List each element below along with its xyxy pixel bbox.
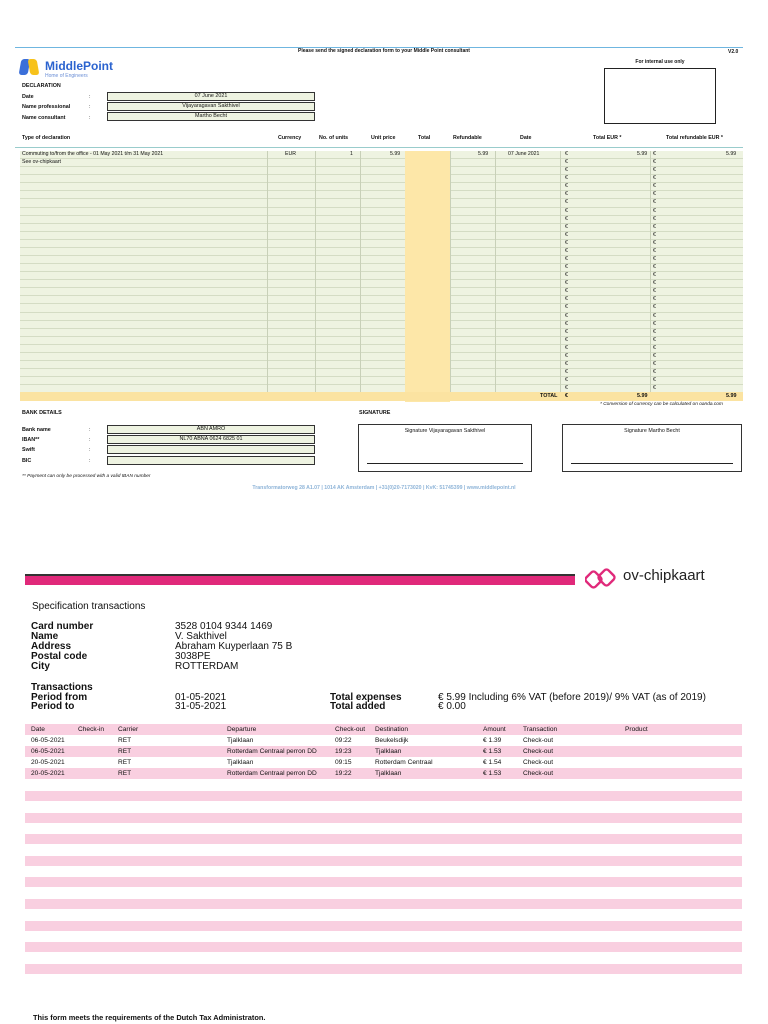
declaration-row[interactable] [20, 377, 743, 385]
transactions-label: Transactions [31, 682, 93, 693]
declaration-row[interactable] [20, 288, 743, 296]
tx-destination: Beukelsdijk [375, 737, 409, 744]
tax-note: This form meets the requirements of the Dutch Tax Administraton. [33, 1013, 266, 1022]
tx-transaction: Check-out [523, 737, 554, 744]
conversion-note: * Conversion of currency can be calculated on oanda.com [600, 402, 723, 407]
total-expenses-value: € 5.99 Including 6% VAT (before 2019)/ 9% VAT (as of 2019) [438, 692, 706, 703]
bic-label: BIC [22, 458, 32, 464]
col-date: Date [520, 135, 532, 141]
declaration-row[interactable] [20, 280, 743, 288]
row-euro-symbol: € [653, 175, 656, 182]
tx-date: 06-05-2021 [31, 748, 65, 755]
row-euro-symbol: € [565, 377, 568, 384]
col-total-eur: Total EUR * [593, 135, 622, 141]
row-euro-symbol: € [653, 280, 656, 287]
bank-name-label: Bank name [22, 427, 51, 433]
empty-transaction-row [25, 856, 742, 866]
declaration-heading: DECLARATION [22, 83, 61, 89]
declaration-table [20, 151, 743, 393]
declaration-row[interactable] [20, 264, 743, 272]
field-colon: : [89, 458, 91, 464]
card-info-labels [31, 622, 93, 672]
row-euro-symbol: € [653, 215, 656, 222]
row-euro-symbol: € [565, 223, 568, 230]
declaration-row[interactable] [20, 304, 743, 312]
row-euro-symbol: € [565, 264, 568, 271]
field-consultant-value[interactable]: Martho Becht [107, 112, 315, 121]
iban-label: IBAN** [22, 437, 40, 443]
total-column-highlight [405, 151, 450, 402]
column-separator [267, 151, 268, 393]
empty-transaction-row [25, 834, 742, 844]
bank-name-value[interactable]: ABN AMRO [107, 425, 315, 434]
row-euro-symbol: € [565, 231, 568, 238]
row-euro-symbol: € [565, 385, 568, 392]
row-euro-symbol: € [653, 361, 656, 368]
th-checkin: Check-in [78, 726, 105, 733]
row-euro-symbol: € [565, 369, 568, 376]
city-label: City [31, 661, 50, 672]
field-colon: : [89, 447, 91, 453]
row-euro-symbol: € [565, 167, 568, 174]
row-euro-symbol: € [565, 183, 568, 190]
tx-transaction: Check-out [523, 770, 554, 777]
middlepoint-logo [20, 58, 130, 86]
header-divider [15, 147, 743, 148]
row-euro-symbol: € [653, 328, 656, 335]
tx-carrier: RET [118, 737, 132, 744]
row-euro-symbol: € [653, 207, 656, 214]
column-separator [315, 151, 316, 393]
col-refundable: Refundable [453, 135, 482, 141]
declaration-row[interactable] [20, 272, 743, 280]
row-euro-symbol: € [653, 385, 656, 392]
ov-chipkaart-icon [585, 566, 619, 590]
ov-header-bar [25, 574, 575, 585]
tx-carrier: RET [118, 759, 132, 766]
row-euro-symbol: € [565, 320, 568, 327]
empty-transaction-row [25, 877, 742, 887]
tx-amount: € 1.54 [483, 759, 502, 766]
transaction-row[interactable] [25, 757, 742, 768]
name-value: V. Sakthivel [175, 631, 227, 642]
tx-destination: Tjalklaan [375, 770, 402, 777]
declaration-row[interactable] [20, 167, 743, 175]
declaration-row[interactable] [20, 232, 743, 240]
col-unit-price: Unit price [371, 135, 396, 141]
postal-code-value: 3038PE [175, 651, 211, 662]
total-row [20, 392, 743, 401]
th-destination: Destination [375, 726, 408, 733]
declaration-row[interactable] [20, 175, 743, 183]
col-total-refundable: Total refundable EUR * [666, 135, 723, 141]
period-to-label: Period to [31, 701, 75, 712]
field-colon: : [89, 427, 91, 433]
declaration-row[interactable] [20, 208, 743, 216]
row-euro-symbol: € [565, 312, 568, 319]
th-checkout: Check-out [335, 726, 366, 733]
row-euro-symbol: € [653, 239, 656, 246]
ov-chipkaart-logo [585, 566, 745, 590]
row-euro-symbol: € [565, 191, 568, 198]
row-euro-symbol: € [653, 304, 656, 311]
row-date: 07 June 2021 [508, 151, 540, 157]
declaration-row[interactable] [20, 321, 743, 329]
tx-amount: € 1.39 [483, 737, 502, 744]
row-euro-symbol: € [653, 183, 656, 190]
tx-destination: Rotterdam Centraal [375, 759, 433, 766]
internal-use-box [604, 68, 716, 124]
row-type: Commuting to/from the office - 01 May 2021 t/m 31 May 2021 [22, 151, 164, 157]
declaration-row[interactable] [20, 361, 743, 369]
field-colon: : [89, 437, 91, 443]
tx-date: 20-05-2021 [31, 759, 65, 766]
row-euro-symbol: € [565, 336, 568, 343]
card-number-label: Card number [31, 621, 94, 632]
column-separator [560, 151, 561, 393]
signature-consultant-label: Signature Martho Becht [624, 428, 680, 434]
row-euro-symbol: € [565, 151, 568, 157]
row-euro-symbol: € [653, 312, 656, 319]
row-euro-symbol: € [565, 207, 568, 214]
declaration-row[interactable] [20, 151, 743, 159]
row-euro-symbol: € [565, 175, 568, 182]
period-to-value: 31-05-2021 [175, 701, 227, 712]
signature-professional-label: Signature Vijayaragavan Sakthivel [404, 428, 486, 434]
total-added-value: € 0.00 [438, 701, 466, 712]
empty-transaction-row [25, 813, 742, 823]
tx-departure: Rotterdam Centraal perron DD [227, 748, 317, 755]
col-units: No. of units [319, 135, 349, 141]
swift-value[interactable] [107, 445, 315, 454]
logo-tagline: Home of Engineers [45, 73, 88, 79]
row-euro-symbol: € [653, 167, 656, 174]
transactions-table [25, 724, 742, 779]
row-euro-symbol: € [653, 320, 656, 327]
row-type: See ov-chipkaart [22, 159, 61, 166]
tx-transaction: Check-out [523, 748, 554, 755]
tx-checkout: 19:22 [335, 770, 352, 777]
empty-transaction-row [25, 921, 742, 931]
row-euro-symbol: € [653, 199, 656, 206]
name-label: Name [31, 631, 59, 642]
declaration-row[interactable] [20, 296, 743, 304]
declaration-row[interactable] [20, 248, 743, 256]
middlepoint-logo-icon [20, 59, 40, 75]
row-refundable: 5.99 [478, 151, 489, 157]
row-euro-symbol: € [565, 304, 568, 311]
transaction-row[interactable] [25, 735, 742, 746]
form-version: V2.0 [728, 49, 739, 55]
row-euro-symbol: € [653, 231, 656, 238]
col-currency: Currency [278, 135, 302, 141]
field-colon: : [89, 115, 91, 121]
field-professional-label: Name professional [22, 104, 71, 110]
row-euro-symbol: € [565, 328, 568, 335]
field-professional-value[interactable]: Vijayaragavan Sakthivel [107, 102, 315, 111]
tx-departure: Rotterdam Centraal perron DD [227, 770, 317, 777]
row-units: 1 [350, 151, 353, 157]
internal-use-label: For internal use only [635, 59, 685, 65]
spec-title: Specification transactions [32, 601, 146, 612]
col-total: Total [418, 135, 431, 141]
declaration-row[interactable] [20, 224, 743, 232]
signature-line [571, 463, 733, 464]
row-euro-symbol: € [565, 215, 568, 222]
tx-destination: Tjalklaan [375, 748, 402, 755]
row-euro-symbol: € [653, 264, 656, 271]
row-euro-symbol: € [653, 288, 656, 295]
declaration-row[interactable] [20, 256, 743, 264]
row-euro-symbol: € [653, 151, 656, 157]
th-carrier: Carrier [118, 726, 139, 733]
th-transaction: Transaction [523, 726, 558, 733]
empty-transaction-row [25, 942, 742, 952]
declaration-row[interactable] [20, 313, 743, 321]
declaration-row[interactable] [20, 216, 743, 224]
row-euro-symbol: € [653, 159, 656, 166]
row-euro-symbol: € [653, 256, 656, 263]
row-euro-symbol: € [565, 239, 568, 246]
tx-date: 20-05-2021 [31, 770, 65, 777]
row-euro-symbol: € [565, 361, 568, 368]
declaration-row[interactable] [20, 159, 743, 167]
total-label: TOTAL [540, 393, 558, 399]
period-from-label: Period from [31, 692, 88, 703]
tx-checkout: 09:15 [335, 759, 352, 766]
signature-line [367, 463, 523, 464]
declaration-row[interactable] [20, 240, 743, 248]
signature-professional-box[interactable] [358, 424, 532, 472]
send-notice: Please send the signed declaration form to your Middle Point consultant [298, 48, 470, 54]
column-separator [450, 151, 451, 393]
row-euro-symbol: € [565, 288, 568, 295]
row-euro-symbol: € [565, 296, 568, 303]
row-currency: EUR [285, 151, 296, 157]
tx-date: 06-05-2021 [31, 737, 65, 744]
signature-consultant-box[interactable] [562, 424, 742, 472]
empty-transaction-row [25, 791, 742, 801]
declaration-row[interactable] [20, 369, 743, 377]
field-colon: : [89, 94, 91, 100]
declaration-row[interactable] [20, 329, 743, 337]
declaration-row[interactable] [20, 191, 743, 199]
declaration-row[interactable] [20, 199, 743, 207]
tx-departure: Tjalklaan [227, 759, 254, 766]
swift-label: Swift [22, 447, 35, 453]
tx-checkout: 19:23 [335, 748, 352, 755]
field-consultant-label: Name consultant [22, 115, 66, 121]
row-euro-symbol: € [653, 223, 656, 230]
th-product: Product [625, 726, 648, 733]
row-euro-symbol: € [653, 296, 656, 303]
tx-transaction: Check-out [523, 759, 554, 766]
row-total-eur: 5.99 [637, 151, 648, 157]
transaction-row[interactable] [25, 746, 742, 757]
row-euro-symbol: € [653, 336, 656, 343]
field-colon: : [89, 104, 91, 110]
row-euro-symbol: € [565, 352, 568, 359]
total-euro-symbol: € [565, 393, 568, 399]
column-separator [360, 151, 361, 393]
th-departure: Departure [227, 726, 257, 733]
transactions-header [25, 724, 742, 735]
column-separator [495, 151, 496, 393]
declaration-row[interactable] [20, 183, 743, 191]
total-expenses-label: Total expenses [330, 692, 402, 703]
row-euro-symbol: € [653, 247, 656, 254]
address-value: Abraham Kuyperlaan 75 B [175, 641, 293, 652]
logo-name: MiddlePoint [45, 59, 113, 73]
card-number-value: 3528 0104 9344 1469 [175, 621, 273, 632]
bank-heading: BANK DETAILS [22, 410, 62, 416]
row-euro-symbol: € [565, 280, 568, 287]
col-type: Type of declaration [22, 135, 71, 141]
period-from-value: 01-05-2021 [175, 692, 227, 703]
row-euro-symbol: € [653, 352, 656, 359]
postal-code-label: Postal code [31, 651, 88, 662]
tx-amount: € 1.53 [483, 748, 502, 755]
row-euro-symbol: € [653, 272, 656, 279]
tx-carrier: RET [118, 770, 132, 777]
row-euro-symbol: € [653, 344, 656, 351]
tx-amount: € 1.53 [483, 770, 502, 777]
row-euro-symbol: € [653, 191, 656, 198]
row-euro-symbol: € [565, 247, 568, 254]
address-label: Address [31, 641, 72, 652]
signature-heading: SIGNATURE [359, 410, 391, 416]
declaration-row[interactable] [20, 353, 743, 361]
row-euro-symbol: € [653, 377, 656, 384]
bic-value[interactable] [107, 456, 315, 465]
row-euro-symbol: € [565, 272, 568, 279]
empty-declaration-rows [20, 167, 743, 393]
empty-transaction-row [25, 899, 742, 909]
iban-note: ** Payment can only be processed with a valid IBAN number [22, 474, 151, 479]
total-eur-value: 5.99 [637, 393, 648, 399]
th-amount: Amount [483, 726, 506, 733]
tx-carrier: RET [118, 748, 132, 755]
transaction-row[interactable] [25, 768, 742, 779]
field-date-value[interactable]: 07 June 2021 [107, 92, 315, 101]
row-unit-price: 5.99 [390, 151, 401, 157]
row-total-refundable: 5.99 [726, 151, 737, 157]
tx-checkout: 09:22 [335, 737, 352, 744]
row-euro-symbol: € [565, 159, 568, 166]
ov-logo-text: ov-chipkaart [623, 567, 705, 584]
footer-address: Transformatorweg 28 A1.07 | 1014 AK Amsterdam | +31(0)20-7173020 | KvK: 51745399 | www.middlepoint.nl [252, 485, 516, 491]
tx-departure: Tjalklaan [227, 737, 254, 744]
declaration-row[interactable] [20, 345, 743, 353]
empty-transaction-row [25, 964, 742, 974]
th-date: Date [31, 726, 45, 733]
iban-value[interactable]: NL70 ABNA 0624 6825 01 [107, 435, 315, 444]
row-euro-symbol: € [653, 369, 656, 376]
row-euro-symbol: € [565, 344, 568, 351]
field-date-label: Date [22, 94, 34, 100]
row-euro-symbol: € [565, 256, 568, 263]
total-added-label: Total added [330, 701, 386, 712]
declaration-row[interactable] [20, 337, 743, 345]
city-value: ROTTERDAM [175, 661, 239, 672]
card-info-values [175, 622, 292, 672]
column-separator [650, 151, 651, 393]
total-refundable-value: 5.99 [726, 393, 737, 399]
row-euro-symbol: € [565, 199, 568, 206]
